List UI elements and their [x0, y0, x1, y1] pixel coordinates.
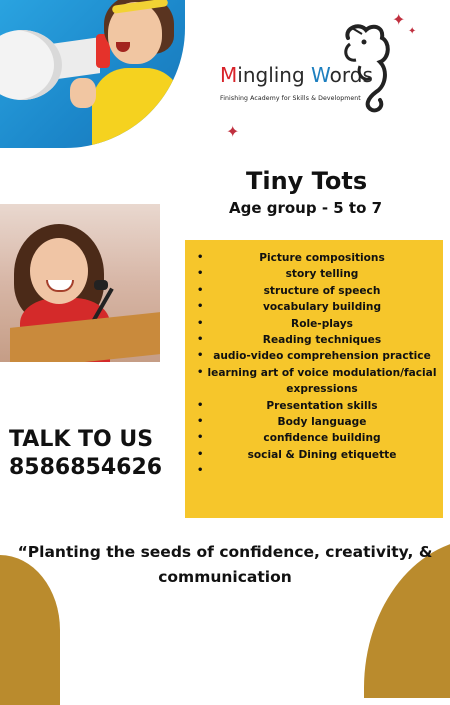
megaphone-bell: [0, 30, 62, 100]
girl-podium-photo: [0, 204, 160, 362]
topic-label: Role-plays: [291, 317, 353, 330]
girl-hand: [70, 78, 96, 108]
brand-word-2-rest: ords: [329, 63, 373, 87]
sparkle-icon: ✦: [408, 26, 417, 37]
list-item: [185, 430, 443, 446]
brand-initial-m: M: [220, 63, 238, 87]
list-item: [185, 266, 443, 282]
topic-label: confidence building: [263, 432, 381, 445]
brand-initial-w: W: [311, 63, 330, 87]
topic-label: audio-video comprehension practice: [213, 350, 431, 363]
topic-label: social & Dining etiquette: [247, 448, 397, 461]
list-item: [185, 447, 443, 463]
bullet-icon: •: [197, 317, 204, 329]
topic-label: story telling: [285, 268, 359, 281]
topic-label: Presentation skills: [266, 399, 378, 412]
phone-number[interactable]: 8586854626: [9, 455, 163, 480]
topics-box: [185, 240, 443, 518]
elephant-logo-icon: [338, 20, 400, 115]
kid-face: [30, 238, 88, 304]
brand-word-1-rest: ingling: [237, 63, 312, 87]
girl-shirt: [92, 68, 182, 148]
program-title: Tiny Tots: [246, 167, 368, 195]
bullet-icon: •: [197, 301, 204, 313]
bullet-icon: •: [197, 416, 204, 428]
bullet-icon: •: [197, 350, 204, 362]
list-item: [185, 332, 443, 348]
topics-list: [185, 240, 443, 477]
bullet-icon: •: [197, 334, 204, 346]
list-item: [185, 299, 443, 315]
contact-heading: TALK TO US: [9, 427, 154, 452]
list-item: [185, 283, 443, 299]
bullet-icon: •: [197, 366, 204, 378]
bullet-icon: •: [197, 399, 204, 411]
bullet-icon: •: [197, 432, 204, 444]
sparkle-icon: ✦: [392, 10, 406, 29]
bullet-icon: •: [197, 465, 204, 477]
microphone-icon: [94, 280, 108, 290]
list-item: [185, 348, 443, 364]
quote-line-2: communication: [158, 568, 292, 586]
list-item: [185, 414, 443, 430]
brand-tagline: Finishing Academy for Skills & Development: [220, 95, 361, 102]
age-group: Age group - 5 to 7: [229, 199, 383, 217]
topic-label: Body language: [277, 416, 367, 429]
topic-label: structure of speech: [263, 284, 381, 297]
bullet-icon: •: [197, 284, 204, 296]
list-item: [185, 316, 443, 332]
list-item: [185, 365, 443, 398]
sparkle-icon: ✦: [226, 122, 240, 141]
quote-line-1: “Planting the seeds of confidence, creativity, &: [17, 543, 433, 561]
list-item: [185, 250, 443, 266]
girl-megaphone-photo: [0, 0, 185, 148]
bullet-icon: •: [197, 448, 204, 460]
bullet-icon: •: [197, 268, 204, 280]
tagline-quote: [0, 540, 450, 590]
topic-label: Reading techniques: [262, 334, 382, 347]
list-item: [185, 398, 443, 414]
bullet-icon: •: [197, 252, 204, 263]
topic-label: vocabulary building: [262, 301, 382, 314]
topic-label: Picture compositions: [259, 252, 385, 264]
topic-label: learning art of voice modulation/facial expressions: [207, 366, 437, 396]
